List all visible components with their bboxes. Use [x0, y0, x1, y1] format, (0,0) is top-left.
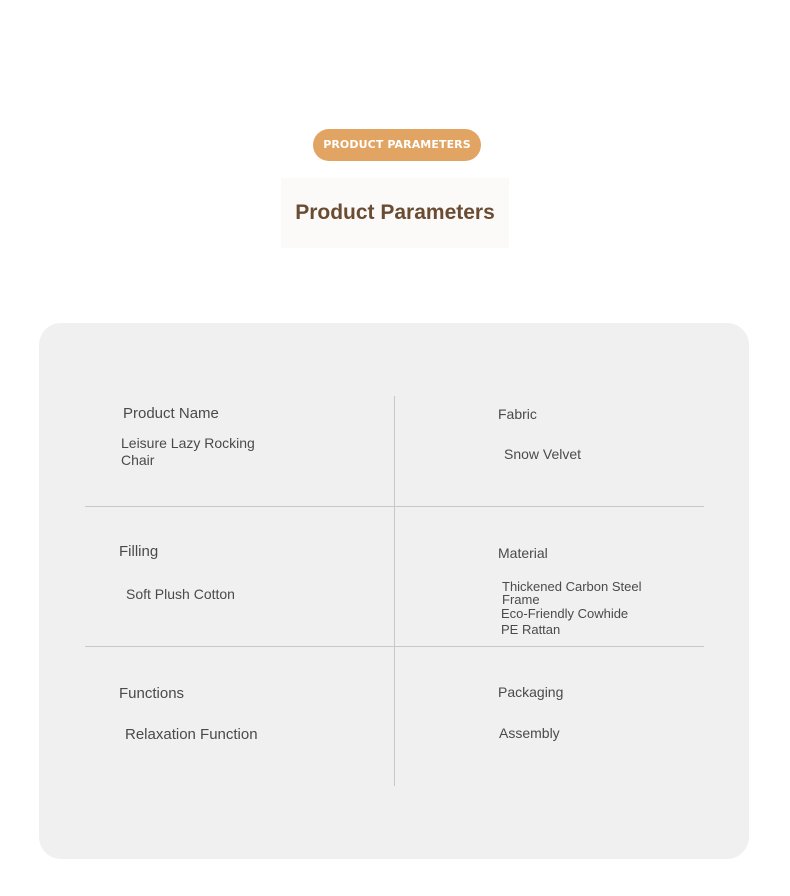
- material-value-item: Eco-Friendly Cowhide: [501, 606, 629, 621]
- packaging-label: Packaging: [498, 684, 564, 700]
- row-divider-2: [85, 646, 704, 647]
- material-label: Material: [498, 545, 548, 561]
- functions-label: Functions: [119, 685, 185, 702]
- product-name-label: Product Name: [123, 405, 219, 422]
- material-value-item: Thickened Carbon Steel: [502, 579, 642, 594]
- material-value-item: PE Rattan: [501, 622, 561, 637]
- material-value-item: Frame: [502, 592, 540, 607]
- fabric-label: Fabric: [498, 406, 537, 422]
- filling-value: Soft Plush Cotton: [126, 586, 235, 602]
- product-name-value: Leisure Lazy Rocking Chair: [121, 435, 255, 468]
- page-title: Product Parameters: [281, 178, 509, 248]
- fabric-value: Snow Velvet: [504, 446, 582, 462]
- column-divider: [394, 396, 395, 786]
- functions-value: Relaxation Function: [125, 726, 258, 743]
- row-divider-1: [85, 506, 704, 507]
- packaging-value: Assembly: [499, 725, 560, 741]
- material-value-list: [502, 580, 662, 638]
- section-badge: PRODUCT PARAMETERS: [313, 129, 481, 161]
- filling-label: Filling: [119, 543, 159, 560]
